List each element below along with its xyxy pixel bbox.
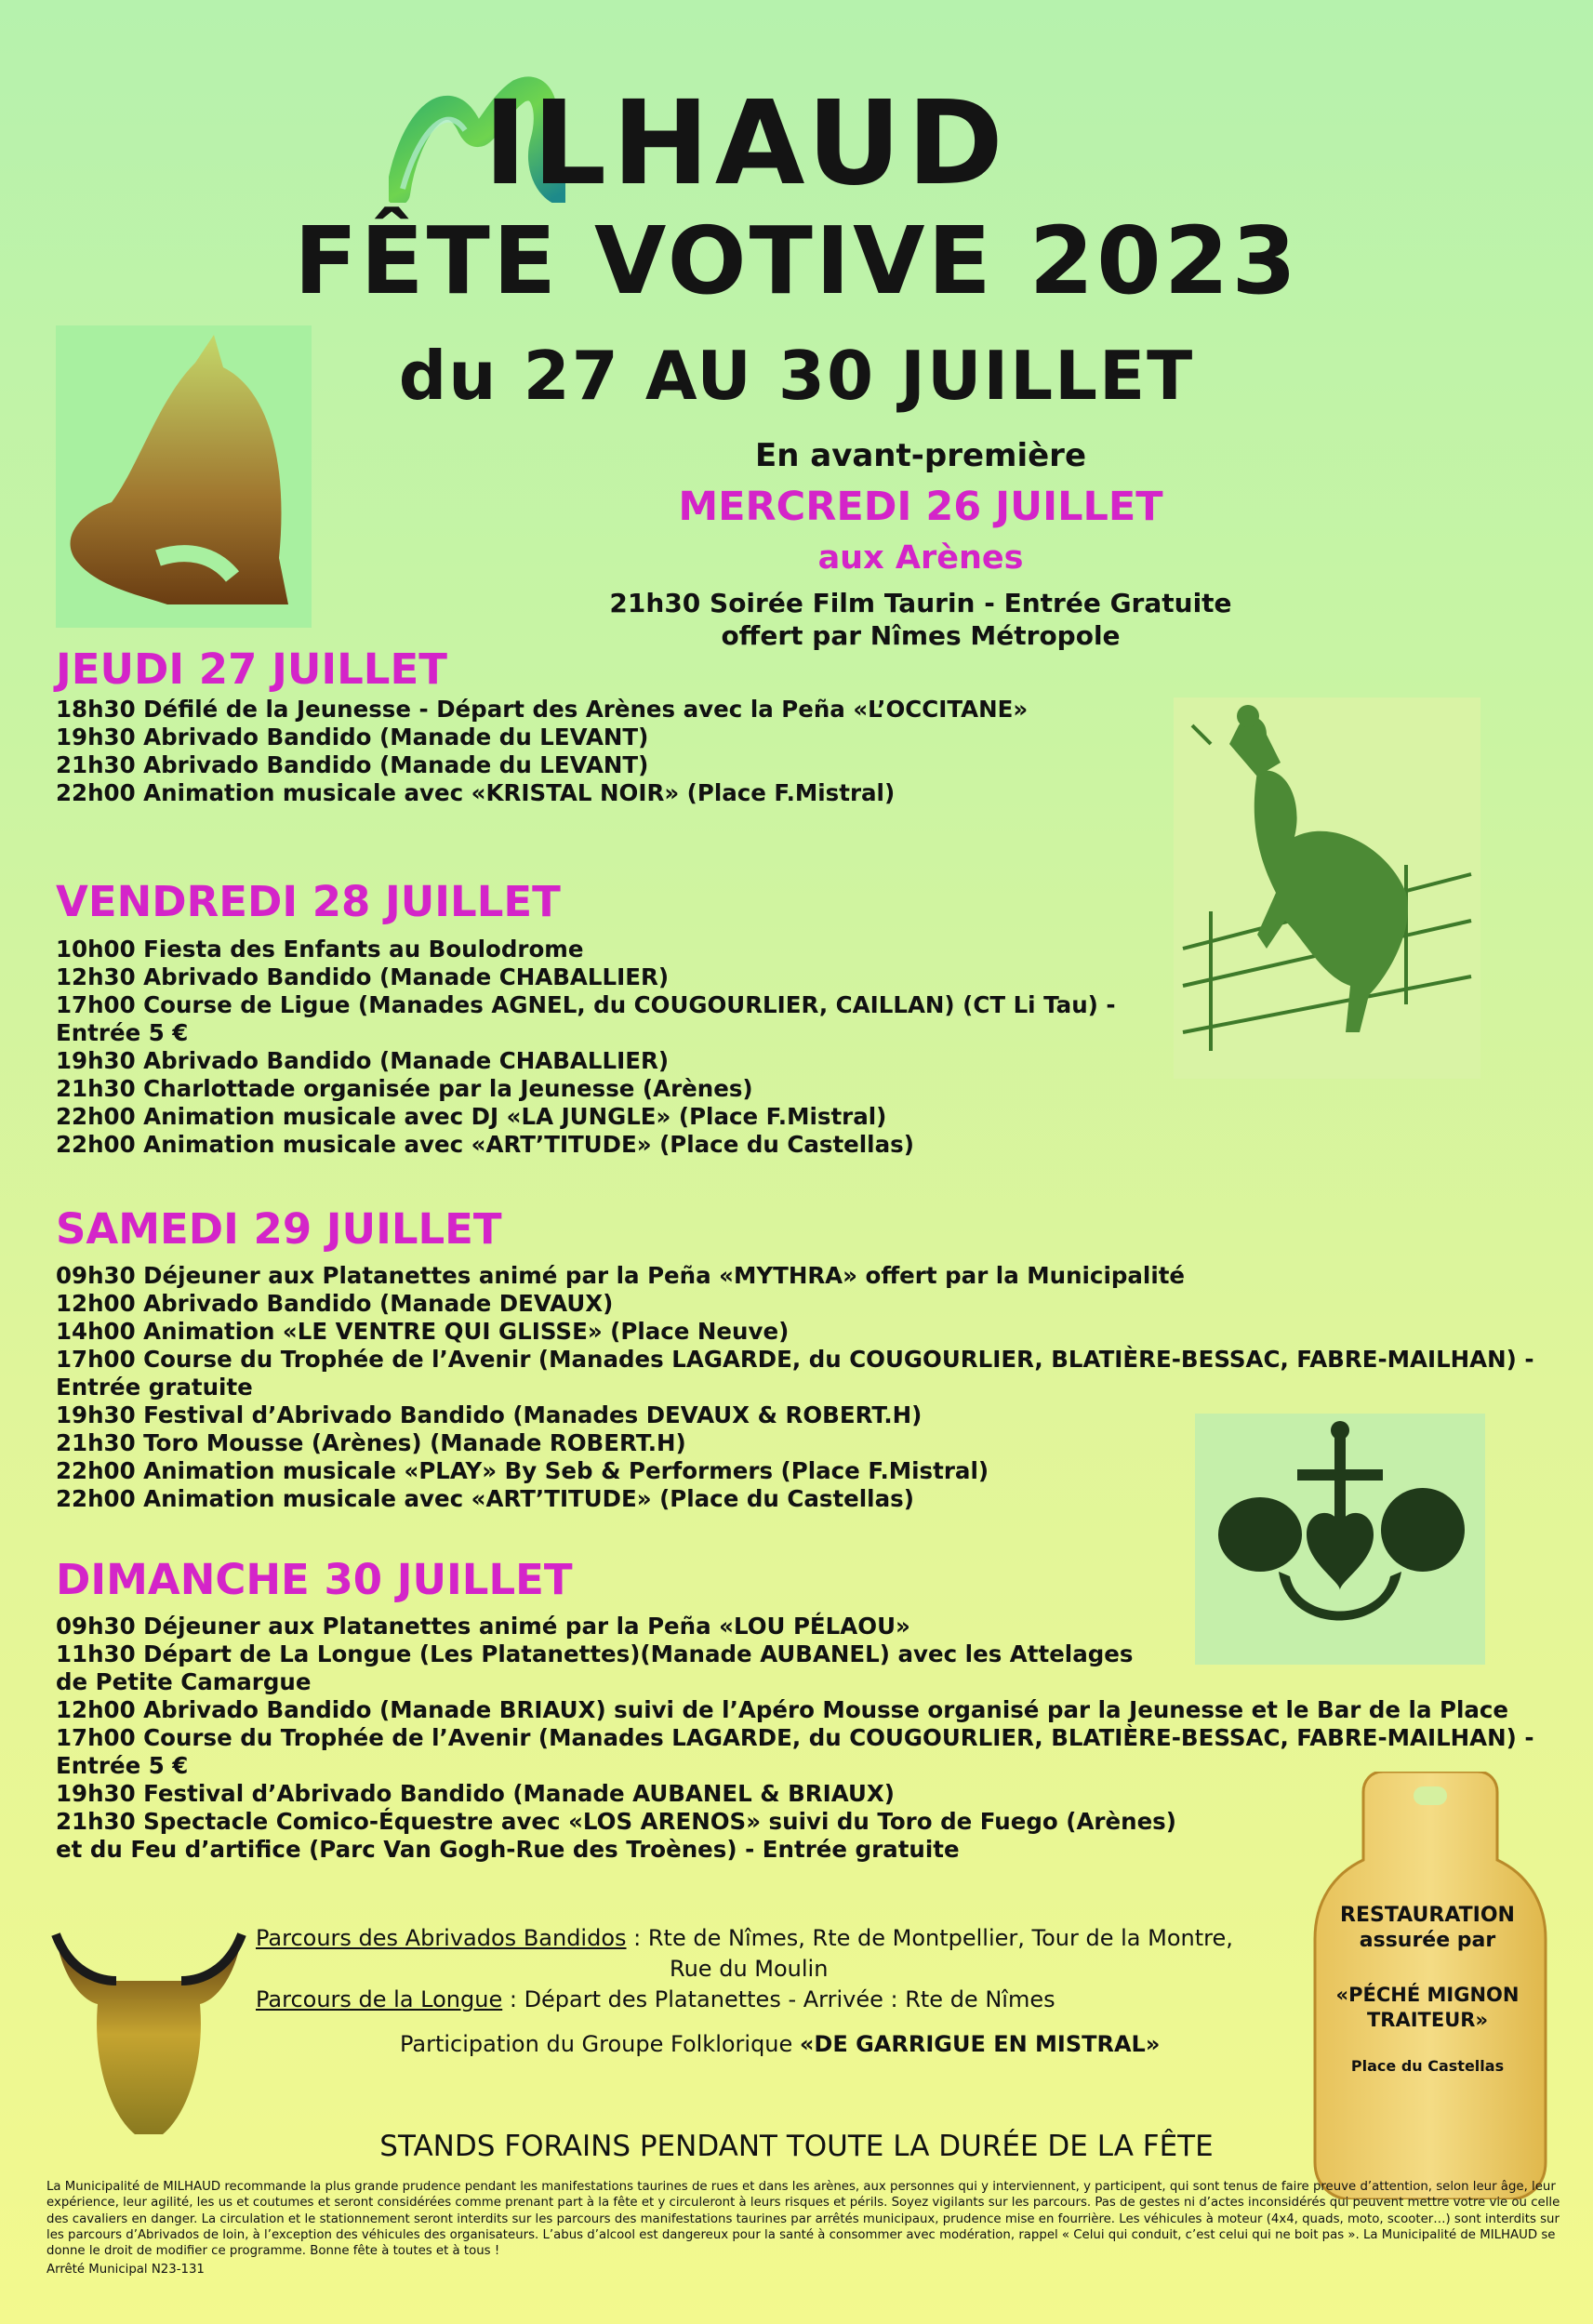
day-title-vendredi: VENDREDI 28 JUILLET [56, 877, 561, 926]
parcours-abrivados [256, 1923, 1233, 1954]
schedule-line: 19h30 Abrivado Bandido (Manade CHABALLIER) [56, 1047, 670, 1074]
preview-day: MERCREDI 26 JUILLET [678, 484, 1163, 530]
preview-intro: En avant-première [754, 437, 1087, 474]
preview-place: aux Arènes [817, 539, 1024, 577]
schedule-line: 22h00 Animation musicale avec «ART’TITUDE» (Place du Castellas) [56, 1131, 914, 1158]
parcours-abrivados-text: : Rte de Nîmes, Rte de Montpellier, Tour de la Montre, [626, 1925, 1233, 1951]
preview-sponsor: offert par Nîmes Métropole [721, 620, 1121, 651]
schedule-line: 17h00 Course de Ligue (Manades AGNEL, du COUGOURLIER, CAILLAN) (CT Li Tau) - [56, 991, 1116, 1018]
schedule-line: 18h30 Défilé de la Jeunesse - Départ des Arènes avec la Peña «L’OCCITANE» [56, 696, 1029, 723]
municipal-decree: Arrêté Municipal N23-131 [46, 2263, 205, 2277]
day-schedule-jeudi [56, 696, 1028, 807]
date-range: du 27 AU 30 JUILLET [398, 337, 1195, 415]
schedule-line: de Petite Camargue [56, 1668, 312, 1695]
day-title-jeudi: JEUDI 27 JUILLET [56, 644, 447, 694]
preview-event: 21h30 Soirée Film Taurin - Entrée Gratuite [609, 588, 1232, 618]
day-title-samedi: SAMEDI 29 JUILLET [56, 1204, 502, 1254]
folklore-participation [400, 2029, 1160, 2060]
restauration-caterer-1: «PÉCHÉ MIGNON [1335, 1984, 1520, 2006]
schedule-line: 19h30 Festival d’Abrivado Bandido (Manade AUBANEL & BRIAUX) [56, 1780, 895, 1807]
schedule-line: 12h00 Abrivado Bandido (Manade DEVAUX) [56, 1290, 614, 1317]
town-name: ILHAUD [484, 76, 1009, 211]
folklore-text: Participation du Groupe Folklorique [400, 2031, 800, 2057]
schedule-line: 21h30 Charlottade organisée par la Jeunesse (Arènes) [56, 1075, 753, 1102]
horse-fireworks-image [56, 325, 312, 628]
schedule-line: 21h30 Toro Mousse (Arènes) (Manade ROBERT.H) [56, 1429, 686, 1456]
schedule-line: 22h00 Animation musicale «PLAY» By Seb & Performers (Place F.Mistral) [56, 1457, 989, 1484]
schedule-line: 12h00 Abrivado Bandido (Manade BRIAUX) suivi de l’Apéro Mousse organisé par la Jeunesse et le Bar de la Place [56, 1696, 1509, 1723]
schedule-line: 19h30 Festival d’Abrivado Bandido (Manades DEVAUX & ROBERT.H) [56, 1401, 923, 1428]
schedule-line: 14h00 Animation «LE VENTRE QUI GLISSE» (Place Neuve) [56, 1318, 790, 1345]
schedule-line: 21h30 Spectacle Comico-Équestre avec «LOS ARENOS» suivi du Toro de Fuego (Arènes) [56, 1808, 1176, 1835]
schedule-line: 10h00 Fiesta des Enfants au Boulodrome [56, 936, 584, 963]
parcours-longue-label: Parcours de la Longue [256, 1986, 503, 2012]
day-title-dimanche: DIMANCHE 30 JUILLET [56, 1555, 573, 1604]
page-title: FÊTE VOTIVE 2023 [294, 206, 1299, 315]
restauration-title: RESTAURATION [1340, 1904, 1515, 1927]
schedule-line: 19h30 Abrivado Bandido (Manade du LEVANT) [56, 724, 649, 750]
schedule-line: 17h00 Course du Trophée de l’Avenir (Manades LAGARDE, du COUGOURLIER, BLATIÈRE-BESSAC, FABRE-MAILHAN) - [56, 1724, 1534, 1751]
stands-forains-banner: STANDS FORAINS PENDANT TOUTE LA DURÉE DE LA FÊTE [379, 2130, 1214, 2163]
schedule-line: 17h00 Course du Trophée de l’Avenir (Manades LAGARDE, du COUGOURLIER, BLATIÈRE-BESSAC, FABRE-MAILHAN) - [56, 1346, 1534, 1373]
parcours-abrivados-text-2: Rue du Moulin [670, 1956, 829, 1982]
schedule-line: 09h30 Déjeuner aux Platanettes animé par la Peña «LOU PÉLAOU» [56, 1613, 910, 1640]
parcours-longue [256, 1985, 1233, 2015]
schedule-line: 12h30 Abrivado Bandido (Manade CHABALLIER) [56, 963, 670, 990]
parcours-longue-text: : Départ des Platanettes - Arrivée : Rte de Nîmes [502, 1986, 1055, 2012]
schedule-line: Entrée 5 € [56, 1019, 189, 1046]
schedule-line: 11h30 Départ de La Longue (Les Platanettes)(Manade AUBANEL) avec les Attelages [56, 1640, 1134, 1667]
schedule-line: 22h00 Animation musicale avec «ART’TITUDE» (Place du Castellas) [56, 1485, 914, 1512]
schedule-line: 21h30 Abrivado Bandido (Manade du LEVANT) [56, 751, 649, 778]
restauration-caterer-2: TRAITEUR» [1366, 2009, 1489, 2031]
bull-jump-sketch [1174, 697, 1480, 1079]
day-schedule-vendredi [56, 936, 1116, 1159]
schedule-line: Entrée 5 € [56, 1752, 189, 1779]
restauration-subtitle: assurée par [1359, 1929, 1496, 1952]
schedule-line: 09h30 Déjeuner aux Platanettes animé par la Peña «MYTHRA» offert par la Municipalité [56, 1262, 1186, 1289]
schedule-line: Entrée gratuite [56, 1374, 253, 1401]
schedule-line: 22h00 Animation musicale avec «KRISTAL NOIR» (Place F.Mistral) [56, 779, 896, 806]
folklore-group: «DE GARRIGUE EN MISTRAL» [799, 2031, 1161, 2057]
schedule-line: et du Feu d’artifice (Parc Van Gogh-Rue des Troènes) - Entrée gratuite [56, 1836, 960, 1863]
schedule-line: 22h00 Animation musicale avec DJ «LA JUNGLE» (Place F.Mistral) [56, 1103, 887, 1130]
restauration-place: Place du Castellas [1350, 2057, 1505, 2075]
parcours-abrivados-label: Parcours des Abrivados Bandidos [256, 1925, 627, 1951]
parcours-section [256, 1923, 1233, 2015]
safety-disclaimer: La Municipalité de MILHAUD recommande la plus grande prudence pendant les manifestations taurines de rues et dans les arènes, aux personnes qui y interviennent, y participent, qui sont tenus de faire preuve d’attention, selon leur âge, leur expérience, leur agilité, les us et coutumes et seront considérées comme prenant part à la fête et y circuleront à leurs risques et périls. Soyez vigilants sur les parcours. Pas de gestes ni d’actes inconsidérés qui peuvent mettre votre vie ou celle des cavaliers en danger. La circulation et le stationnement seront interdits sur les parcours des manifestations taurines par arrêtés municipaux, prudence mise en fourrière. Les véhicules à moteur (4x4, quads, moto, scooter…) sont interdits sur les parcours d’Abrivados de loin, à l’exception des véhicules des organisateurs. L’abus d’alcool est dangereux pour la santé à consommer avec modération, rappel « Celui qui conduit, c’est celui qui ne boit pas ». La Municipalité de MILHAUD se donne le droit de modifier ce programme. Bonne fête à toutes et à tous ! [46, 2180, 1560, 2259]
bull-head-fireworks-image [51, 1916, 246, 2139]
